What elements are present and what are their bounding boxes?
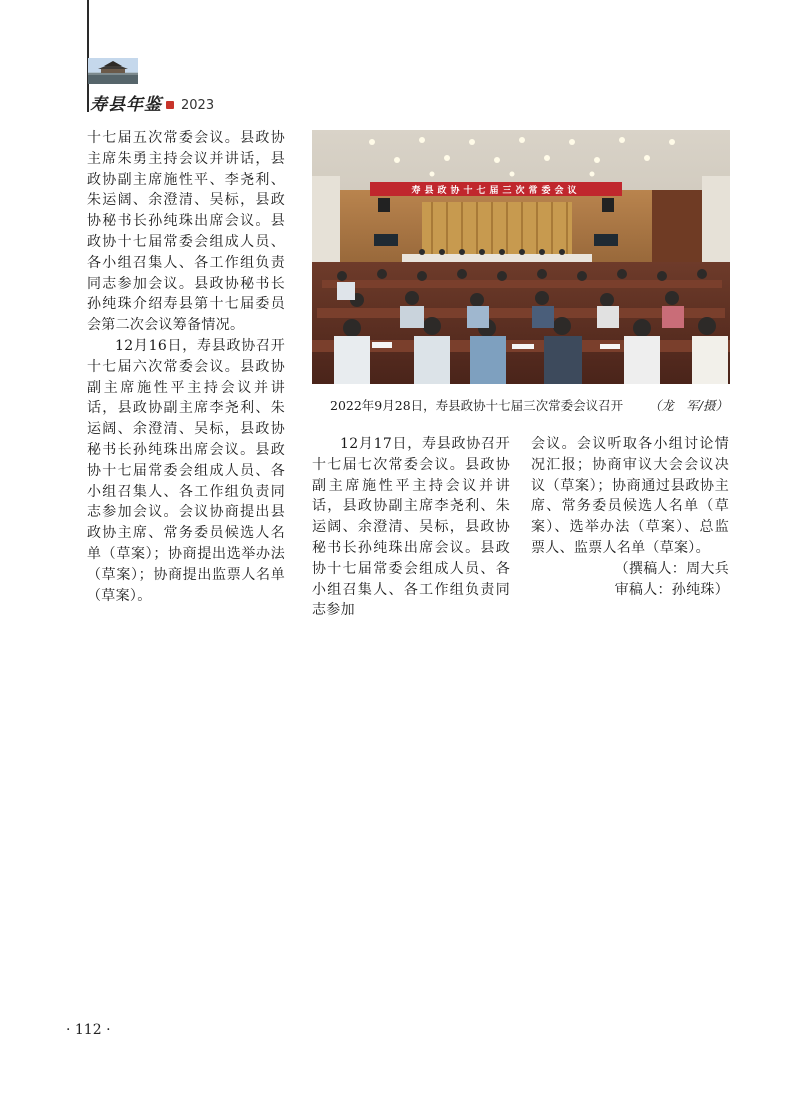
paragraph: 会议。会议听取各小组讨论情况汇报；协商审议大会会议决议（草案）；协商通过县政协主席、常务委员候选人名单（草案）、选举办法（草案）、总监票人、监票人名单（草案）。	[531, 436, 729, 556]
paragraph: 十七届五次常委会议。县政协主席朱勇主持会议并讲话，县政协副主席施性平、李尧利、朱运阔、余澄清、吴标，县政协秘书长孙纯珠出席会议。县政协十七届常委会组成人员、各小组召集人、各工作组负责同志参加会议。县政协秘书长孙纯珠介绍寿县第十七届委员会第二次会议筹备情况。	[87, 130, 285, 334]
text-column-left	[87, 128, 285, 606]
yearbook-year: 2023	[181, 98, 215, 113]
banner-text: 寿县政协十七届三次常委会议	[411, 186, 581, 196]
meeting-photo	[312, 130, 730, 384]
seal-mark	[166, 101, 174, 109]
running-header	[90, 91, 214, 115]
page-number: · 112 ·	[66, 1022, 111, 1038]
text-column-right	[531, 434, 729, 600]
text-column-middle	[312, 434, 510, 621]
paragraph: 12月17日，寿县政协召开十七届七次常委会议。县政协副主席施性平主持会议并讲话，县政协副主席李尧利、朱运阔、余澄清、吴标，县政协秘书长孙纯珠出席会议。县政协十七届常委会组成人员、各小组召集人、各工作组负责同志参加	[312, 436, 510, 619]
photo-caption	[330, 396, 728, 414]
header-rule	[87, 0, 89, 112]
caption-text: 2022年9月28日，寿县政协十七届三次常委会议召开	[330, 398, 624, 413]
author-credit: （撰稿人：周大兵	[614, 560, 729, 577]
photo-credit: （龙 军/摄）	[648, 398, 728, 413]
reviewer-credit: 审稿人：孙纯珠）	[614, 581, 729, 598]
paragraph: 12月16日，寿县政协召开十七届六次常委会议。县政协副主席施性平主持会议并讲话，县政协副主席李尧利、朱运阔、余澄清、吴标，县政协秘书长孙纯珠出席会议。县政协十七届常委会组成人员、各小组召集人、各工作组负责同志参加会议。会议协商提出县政协主席、常务委员候选人名单（草案）；协商提出选举办法（草案）；协商提出监票人名单（草案）。	[87, 337, 285, 604]
yearbook-title: 寿县年鉴	[90, 95, 162, 115]
header-thumbnail-image	[88, 58, 138, 84]
